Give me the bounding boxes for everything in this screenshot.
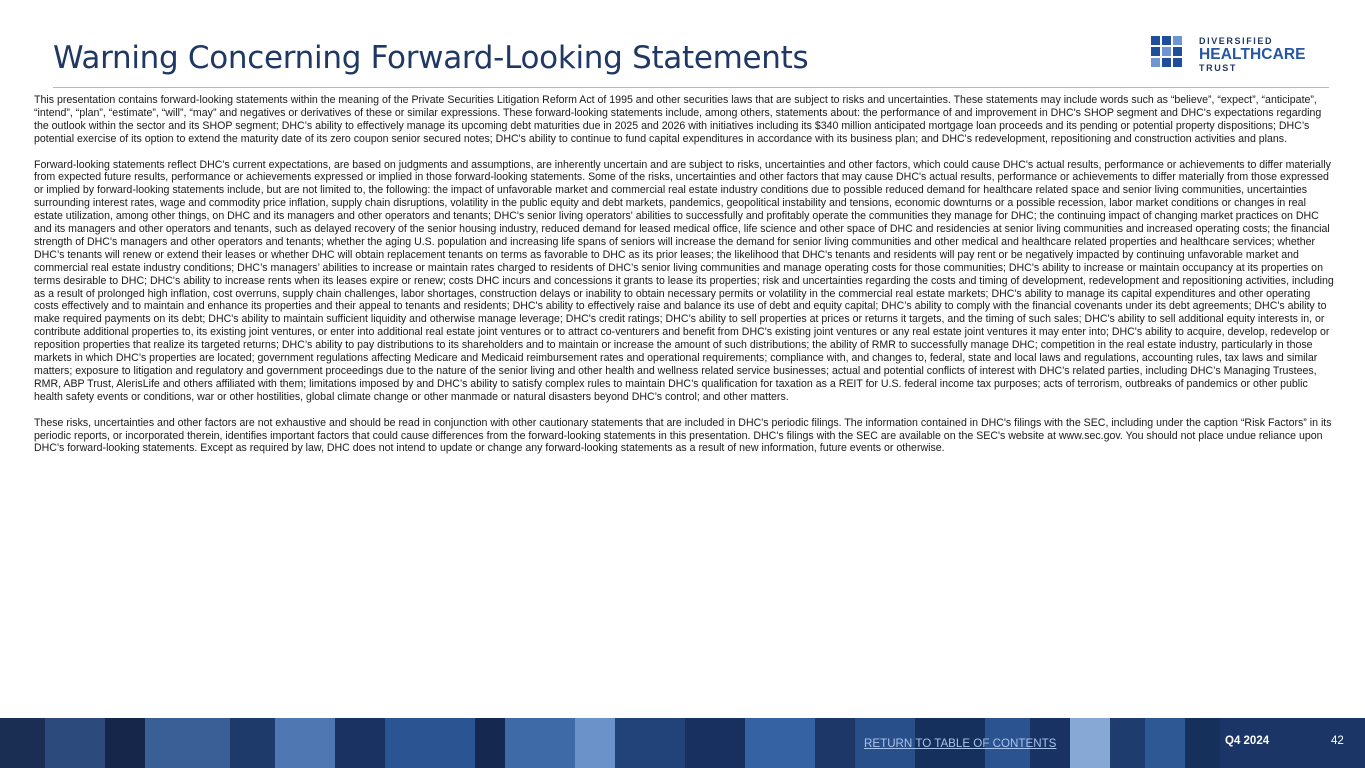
quarter-label: Q4 2024 [1225,735,1270,747]
title-divider [53,87,1329,88]
grid-squares-logo-icon [1151,36,1191,74]
logo-wordmark [1199,37,1306,73]
page-title: Warning Concerning Forward-Looking Statements [53,40,809,76]
paragraph-closing: These risks, uncertainties and other factors are not exhaustive and should be read in conjunction with other cautionary statements that are included in DHC's periodic filings. The information contained in DHC's filings with the SEC, including under the caption “Risk Factors” in its periodic reports, or incorporated therein, identifies important factors that could cause differences from the forward-looking statements in this presentation. DHC's filings with the SEC are available on the SEC's website at www.sec.gov. You should not place undue reliance upon DHC's forward-looking statements. Except as required by law, DHC does not intend to update or change any forward-looking statements as a result of new information, future events or otherwise. [34,416,1332,455]
return-to-toc-link[interactable]: RETURN TO TABLE OF CONTENTS [864,737,1057,750]
footer-bar [0,718,1365,768]
logo-line-2: HEALTHCARE [1199,46,1306,64]
paragraph-risks: Forward-looking statements reflect DHC's current expectations, are based on judgments and assumptions, are inherently uncertain and are subject to risks, uncertainties and other factors, which could cause DHC's actual results, performance or achievements to differ materially from expected future results, performance or achievements expressed or implied in those forward-looking statements. Some of the risks, uncertainties and other factors that may cause DHC's actual results, performance or achievements to differ materially from those expressed or implied by forward-looking statements include, but are not limited to, the following: the impact of unfavorable market and commercial real estate industry conditions due to possible reduced demand for healthcare related space and senior living communities, uncertainties surrounding interest rates, wage and commodity price inflation, supply chain disruptions, volatility in the public equity and debt markets, pandemics, geopolitical instability and tensions, economic downturns or a possible recession, labor market conditions or changes in real estate utilization, among other things, on DHC and its managers and other operators and tenants; DHC's senior living operators' abilities to successfully and profitably operate the communities they manage for DHC; the continuing impact of changing market practices on DHC and its managers and other operators and tenants, such as delayed recovery of the senior housing industry, reduced demand for leased medical office, life science and other space of DHC and residencies at senior living communities and increased operating costs; the financial strength of DHC's managers and other operators and tenants; whether the aging U.S. population and increasing life spans of seniors will increase the demand for senior living communities and other medical and healthcare related properties and healthcare services; whether DHC’s tenants will renew or extend their leases or whether DHC will obtain replacement tenants on terms as favorable to DHC as its prior leases; the likelihood that DHC's tenants and residents will pay rent or be negatively impacted by continuing unfavorable market and commercial real estate industry conditions; DHC’s managers’ abilities to increase or maintain rates charged to residents of DHC’s senior living communities and manage operating costs for those communities; DHC's ability to increase or maintain occupancy at its properties on terms desirable to DHC; DHC's ability to increase rents when its leases expire or renew; costs DHC incurs and concessions it grants to lease its properties; risk and uncertainties regarding the costs and timing of development, redevelopment and repositioning activities, including as a result of prolonged high inflation, cost overruns, supply chain challenges, labor shortages, construction delays or inability to obtain necessary permits or volatility in the commercial real estate markets; DHC's ability to manage its capital expenditures and other operating costs effectively and to maintain and enhance its properties and their appeal to tenants and residents; DHC's ability to effectively raise and balance its use of debt and equity capital; DHC’s ability to comply with the financial covenants under its debt agreements; DHC's ability to make required payments on its debt; DHC's ability to maintain sufficient liquidity and otherwise manage leverage; DHC's credit ratings; DHC’s ability to sell properties at prices or returns it targets, and the timing of such sales; DHC's ability to sell additional equity interests in, or contribute additional properties to, its existing joint ventures, or enter into additional real estate joint ventures or to attract co-venturers and benefit from DHC's existing joint ventures or any real estate joint ventures it may enter into; DHC's ability to acquire, develop, redevelop or reposition properties that realize its targeted returns; DHC’s ability to pay distributions to its shareholders and to maintain or increase the amount of such distributions; the ability of RMR to successfully manage DHC; competition in the real estate industry, particularly in those markets in which DHC’s properties are located; government regulations affecting Medicare and Medicaid reimbursement rates and operational requirements; compliance with, and changes to, federal, state and local laws and regulations, accounting rules, tax laws and similar matters; exposure to litigation and regulatory and government proceedings due to the nature of the senior living and other health and wellness related service businesses; actual and potential conflicts of interest with DHC's related parties, including DHC’s Managing Trustees, RMR, ABP Trust, AlerisLife and others affiliated with them; limitations imposed by and DHC’s ability to satisfy complex rules to maintain DHC’s qualification for taxation as a REIT for U.S. federal income tax purposes; acts of terrorism, outbreaks of pandemics or other public health safety events or conditions, war or other hostilities, global climate change or other manmade or natural disasters beyond DHC’s control; and other matters. [34,158,1334,403]
page-number: 42 [1331,735,1344,747]
statement-body [34,94,1334,468]
logo-line-1: DIVERSIFIED [1199,36,1274,47]
paragraph-intro: This presentation contains forward-looking statements within the meaning of the Private Securities Litigation Reform Act of 1995 and other securities laws that are subject to risks and uncertainties. These statements may include words such as “believe”, “expect”, “anticipate”, “intend”, “plan”, “estimate”, “will”, “may” and negatives or derivatives of these or similar expressions. These forward-looking statements include, among others, statements about: the performance of and improvement in DHC's SHOP segment and DHC's expectations regarding the outlook within the sector and its SHOP segment; DHC’s ability to effectively manage its upcoming debt maturities due in 2025 and 2026 with initiatives including its $340 million anticipated mortgage loan proceeds and its pending or potential property dispositions; DHC’s potential exercise of its option to extend the maturity date of its zero coupon senior secured notes; DHC's ability to continue to fund capital expenditures in accordance with its business plan; and DHC's redevelopment, repositioning and construction activities and plans. [34,94,1322,145]
logo-line-3: TRUST [1199,62,1237,73]
company-logo [1151,36,1306,74]
